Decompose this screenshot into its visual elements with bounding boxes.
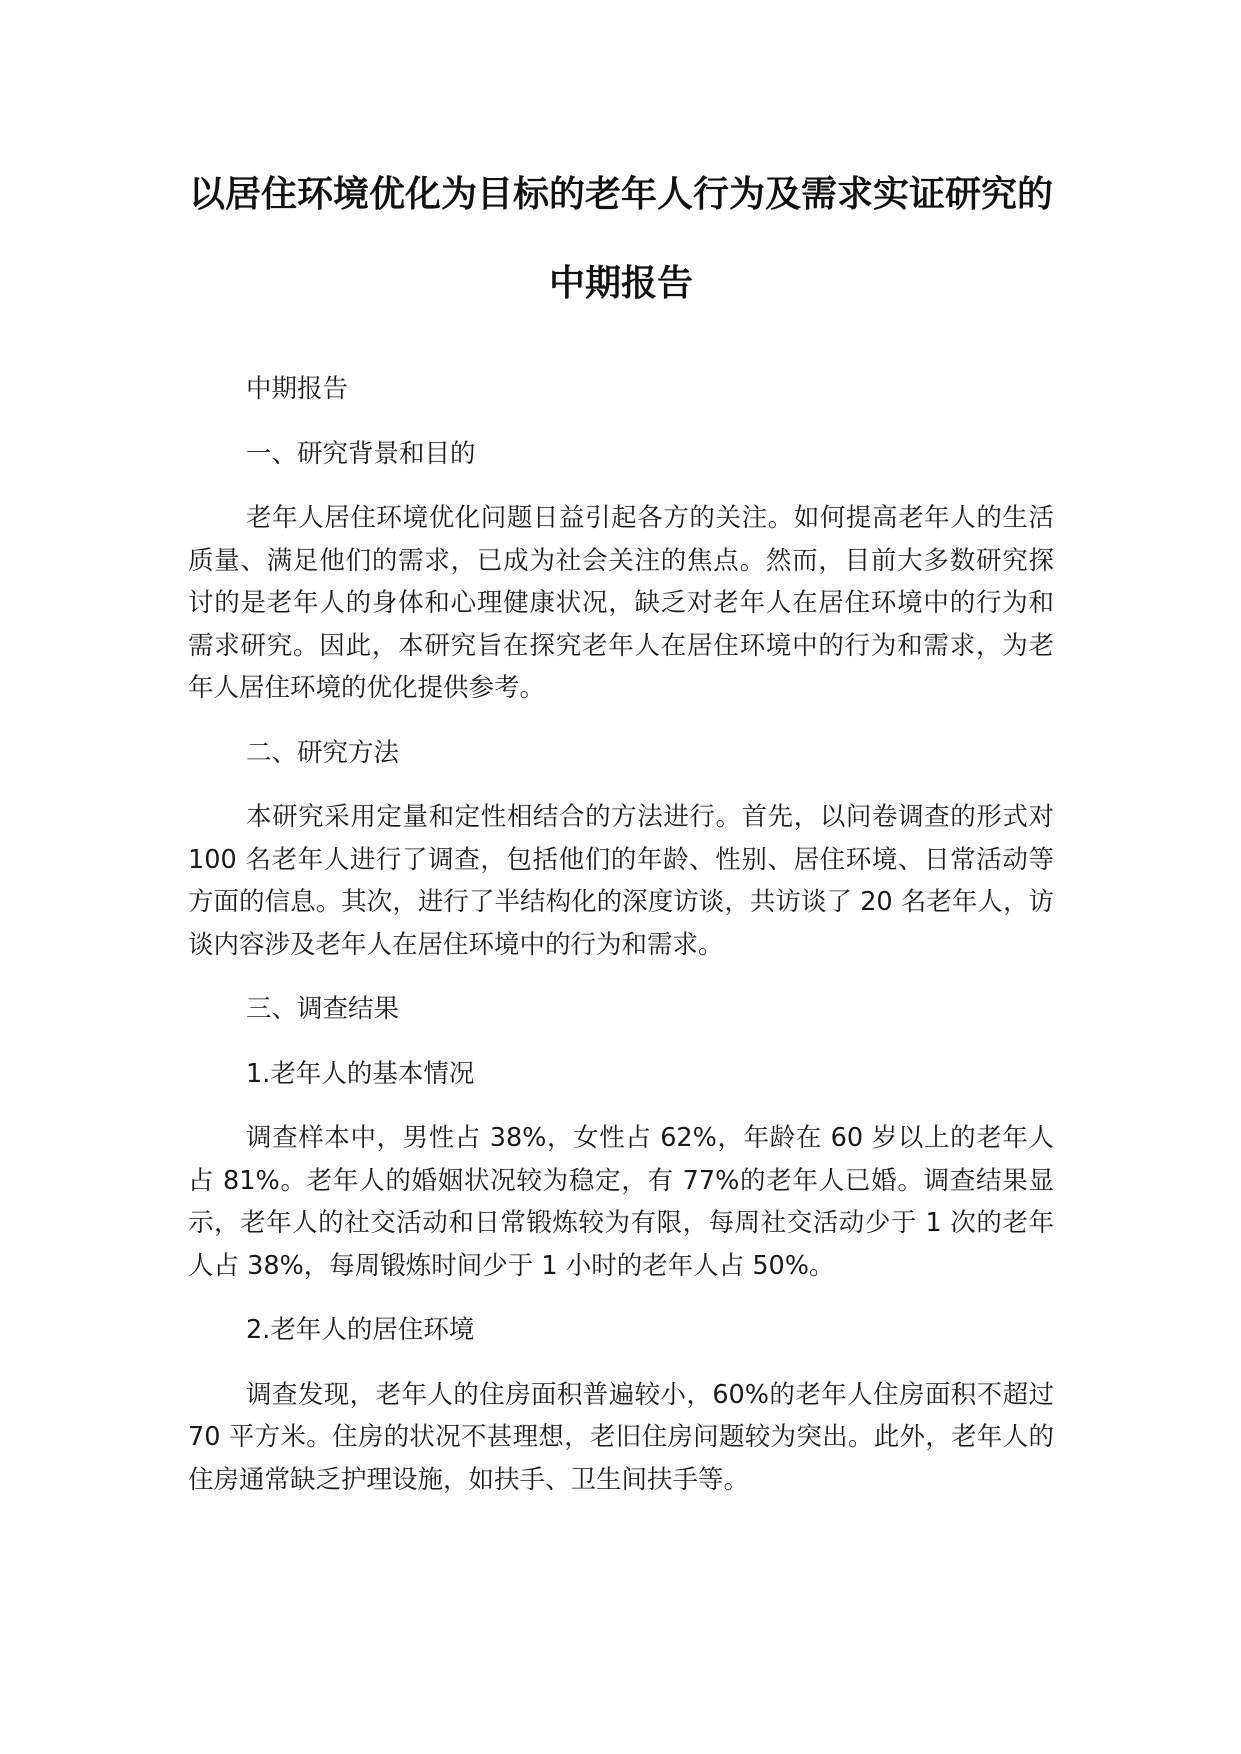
report-label: 中期报告 <box>246 374 349 404</box>
section-heading-methods: 二、研究方法 <box>246 737 400 768</box>
paragraph-basic-info: 调查样本中，男性占 38%，女性占 62%，年龄在 60 岁以上的老年人占 81%。老年人的婚姻状况较为稳定，有 77%的老年人已婚。调查结果显示，老年人的社交活动和日常锻炼较为有限，每周社交活动少于 1 次的老年人占 38%，每周锻炼时间少于 1 小时的老年人占 50%。 <box>188 1123 1054 1281</box>
paragraph-living-environment: 调查发现，老年人的住房面积普遍较小，60%的老年人住房面积不超过 70 平方米。住房的状况不甚理想，老旧住房问题较为突出。此外，老年人的住房通常缺乏护理设施，如扶手、卫生间扶手等。 <box>188 1379 1054 1495</box>
document-title: 以居住环境优化为目标的老年人行为及需求实证研究的中期报告 <box>188 174 1053 304</box>
paragraph-background: 老年人居住环境优化问题日益引起各方的关注。如何提高老年人的生活质量、满足他们的需求，已成为社会关注的焦点。然而，目前大多数研究探讨的是老年人的身体和心理健康状况，缺乏对老年人在居住环境中的行为和需求研究。因此，本研究旨在探究老年人在居住环境中的行为和需求，为老年人居住环境的优化提供参考。 <box>188 503 1054 703</box>
section-heading-results: 三、调查结果 <box>246 994 400 1024</box>
document-page <box>188 150 1054 1523</box>
section-heading-background: 一、研究背景和目的 <box>246 438 476 469</box>
document-body <box>188 368 1054 1501</box>
subsection-heading-basic-info: 1.老年人的基本情况 <box>246 1058 475 1089</box>
subsection-heading-living-environment: 2.老年人的居住环境 <box>246 1315 475 1345</box>
paragraph-methods: 本研究采用定量和定性相结合的方法进行。首先，以问卷调查的形式对 100 名老年人进行了调查，包括他们的年龄、性别、居住环境、日常活动等方面的信息。其次，进行了半结构化的深度访谈，共访谈了 20 名老年人，访谈内容涉及老年人在居住环境中的行为和需求。 <box>188 802 1054 960</box>
